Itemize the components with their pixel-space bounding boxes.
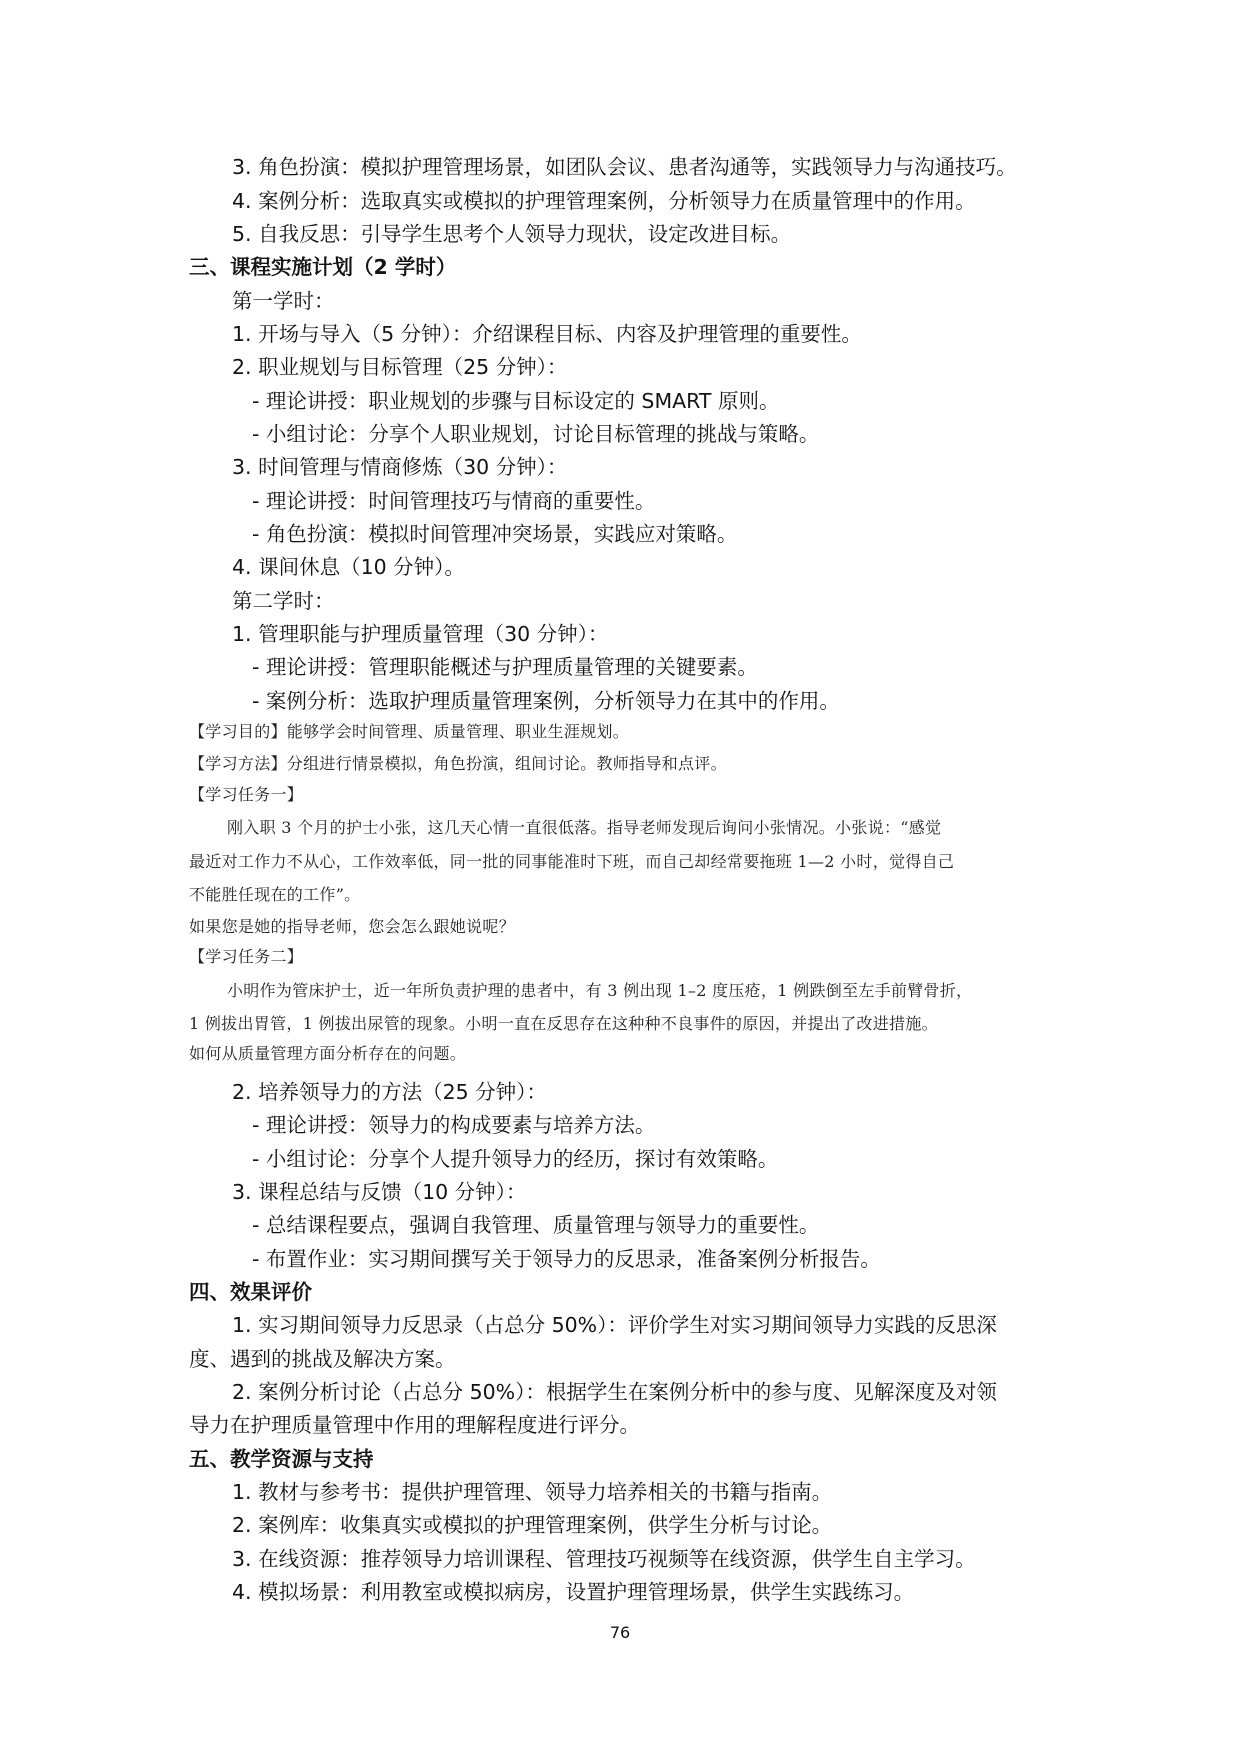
text-line: - 理论讲授：职业规划的步骤与目标设定的 SMART 原则。 <box>252 389 780 413</box>
task-text: 小明作为管床护士，近一年所负责护理的患者中，有 3 例出现 1–2 度压疮，1 例跌倒至左手前臂骨折， <box>227 981 973 1000</box>
text-line: 1. 教材与参考书：提供护理管理、领导力培养相关的书籍与指南。 <box>232 1480 833 1504</box>
text-line: - 角色扮演：模拟时间管理冲突场景，实践应对策略。 <box>252 522 738 546</box>
text-line: 4. 课间休息（10 分钟）。 <box>232 555 465 579</box>
text-line: - 案例分析：选取护理质量管理案例，分析领导力在其中的作用。 <box>252 689 840 713</box>
text-line: 2. 案例库：收集真实或模拟的护理管理案例，供学生分析与讨论。 <box>232 1513 833 1537</box>
task-question: 如何从质量管理方面分析存在的问题。 <box>189 1044 467 1063</box>
text-line: 1. 实习期间领导力反思录（占总分 50%）：评价学生对实习期间领导力实践的反思深 <box>232 1313 997 1337</box>
text-line: - 总结课程要点，强调自我管理、质量管理与领导力的重要性。 <box>252 1213 820 1237</box>
section-heading: 五、教学资源与支持 <box>189 1447 374 1471</box>
text-line: - 理论讲授：时间管理技巧与情商的重要性。 <box>252 489 656 513</box>
section-heading: 四、效果评价 <box>189 1280 312 1304</box>
text-line: 1. 开场与导入（5 分钟）：介绍课程目标、内容及护理管理的重要性。 <box>232 322 862 346</box>
task-one-heading: 【学习任务一】 <box>189 785 304 804</box>
text-line: 1. 管理职能与护理质量管理（30 分钟）： <box>232 622 609 646</box>
text-line: 第二学时： <box>232 589 335 613</box>
task-two-heading: 【学习任务二】 <box>189 947 304 966</box>
learning-method: 【学习方法】分组进行情景模拟，角色扮演，组间讨论。教师指导和点评。 <box>189 754 727 773</box>
text-line: 3. 时间管理与情商修炼（30 分钟）： <box>232 455 568 479</box>
text-line: 4. 模拟场景：利用教室或模拟病房，设置护理管理场景，供学生实践练习。 <box>232 1580 915 1604</box>
text-line: - 理论讲授：领导力的构成要素与培养方法。 <box>252 1113 656 1137</box>
task-text: 1 例拔出胃管，1 例拔出尿管的现象。小明一直在反思存在这种种不良事件的原因，并提出了改进措施。 <box>189 1014 938 1033</box>
task-text: 不能胜任现在的工作”。 <box>189 885 361 904</box>
text-line: - 理论讲授：管理职能概述与护理质量管理的关键要素。 <box>252 655 758 679</box>
section-heading: 三、课程实施计划（2 学时） <box>189 255 457 279</box>
learning-goal: 【学习目的】能够学会时间管理、质量管理、职业生涯规划。 <box>189 722 630 741</box>
text-line: 3. 在线资源：推荐领导力培训课程、管理技巧视频等在线资源，供学生自主学习。 <box>232 1547 976 1571</box>
text-line: 2. 案例分析讨论（占总分 50%）：根据学生在案例分析中的参与度、见解深度及对领 <box>232 1380 997 1404</box>
task-question: 如果您是她的指导老师，您会怎么跟她说呢？ <box>189 917 516 936</box>
text-line: 度、遇到的挑战及解决方案。 <box>189 1347 456 1371</box>
text-line: 3. 角色扮演：模拟护理管理场景，如团队会议、患者沟通等，实践领导力与沟通技巧。 <box>232 155 1017 179</box>
page-number: 76 <box>609 1623 631 1642</box>
task-text: 最近对工作力不从心，工作效率低，同一批的同事能准时下班，而自己却经常要拖班 1—2 小时，觉得自己 <box>189 852 955 871</box>
text-line: 第一学时： <box>232 289 335 313</box>
text-line: 5. 自我反思：引导学生思考个人领导力现状，设定改进目标。 <box>232 222 792 246</box>
task-text: 刚入职 3 个月的护士小张，这几天心情一直很低落。指导老师发现后询问小张情况。小张说：“感觉 <box>227 818 942 837</box>
text-line: 3. 课程总结与反馈（10 分钟）： <box>232 1180 527 1204</box>
text-line: 2. 职业规划与目标管理（25 分钟）： <box>232 355 568 379</box>
text-line: - 布置作业：实习期间撰写关于领导力的反思录，准备案例分析报告。 <box>252 1247 881 1271</box>
text-line: - 小组讨论：分享个人提升领导力的经历，探讨有效策略。 <box>252 1147 779 1171</box>
text-line: - 小组讨论：分享个人职业规划，讨论目标管理的挑战与策略。 <box>252 422 820 446</box>
text-line: 2. 培养领导力的方法（25 分钟）： <box>232 1080 547 1104</box>
text-line: 导力在护理质量管理中作用的理解程度进行评分。 <box>189 1413 640 1437</box>
text-line: 4. 案例分析：选取真实或模拟的护理管理案例，分析领导力在质量管理中的作用。 <box>232 189 976 213</box>
